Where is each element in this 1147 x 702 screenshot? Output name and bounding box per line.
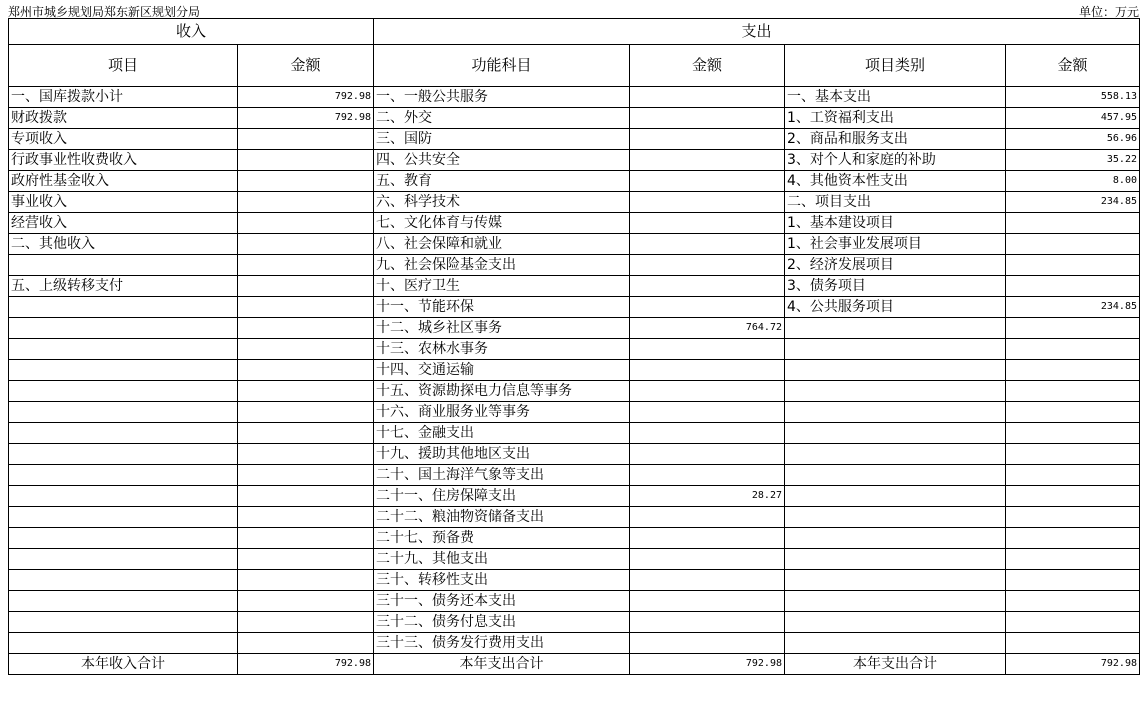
table-row	[9, 507, 1140, 528]
income-item-cell	[9, 423, 238, 444]
function-subject-cell: 二十七、预备费	[374, 528, 630, 549]
function-amount-cell	[630, 129, 785, 150]
income-item-cell	[9, 549, 238, 570]
function-amount-cell: 28.27	[630, 486, 785, 507]
category-item-cell: 3、债务项目	[785, 276, 1006, 297]
function-subject-cell: 十、医疗卫生	[374, 276, 630, 297]
table-row	[9, 570, 1140, 591]
function-subject-cell: 十六、商业服务业等事务	[374, 402, 630, 423]
function-subject-cell: 二十二、粮油物资储备支出	[374, 507, 630, 528]
function-amount-cell	[630, 276, 785, 297]
function-amount-cell	[630, 108, 785, 129]
function-subject-cell: 三十一、债务还本支出	[374, 591, 630, 612]
totals-row	[9, 654, 1140, 675]
table-row	[9, 591, 1140, 612]
income-amount-cell	[238, 318, 374, 339]
function-subject-cell: 三十、转移性支出	[374, 570, 630, 591]
category-item-cell	[785, 591, 1006, 612]
function-amount-cell	[630, 570, 785, 591]
income-item-cell	[9, 339, 238, 360]
income-item-cell: 财政拨款	[9, 108, 238, 129]
table-row	[9, 549, 1140, 570]
income-amount-cell	[238, 444, 374, 465]
category-amount-cell	[1006, 444, 1140, 465]
category-item-cell	[785, 633, 1006, 654]
table-row	[9, 612, 1140, 633]
function-amount-cell	[630, 507, 785, 528]
category-item-cell	[785, 360, 1006, 381]
function-amount-cell	[630, 192, 785, 213]
income-amount-cell	[238, 339, 374, 360]
income-amount-cell	[238, 255, 374, 276]
income-item-cell	[9, 612, 238, 633]
function-subject-cell: 六、科学技术	[374, 192, 630, 213]
income-item-cell	[9, 486, 238, 507]
budget-table	[8, 18, 1140, 675]
income-item-cell: 二、其他收入	[9, 234, 238, 255]
category-item-cell	[785, 381, 1006, 402]
col-header-category: 项目类别	[785, 45, 1006, 87]
income-item-cell	[9, 591, 238, 612]
category-amount-cell: 56.96	[1006, 129, 1140, 150]
income-item-cell	[9, 528, 238, 549]
category-item-cell: 二、项目支出	[785, 192, 1006, 213]
table-row	[9, 297, 1140, 318]
table-row	[9, 423, 1140, 444]
income-item-cell	[9, 255, 238, 276]
category-item-cell	[785, 423, 1006, 444]
category-amount-cell	[1006, 234, 1140, 255]
income-item-cell	[9, 360, 238, 381]
income-amount-cell	[238, 570, 374, 591]
income-amount-cell: 792.98	[238, 108, 374, 129]
category-amount-cell	[1006, 423, 1140, 444]
function-amount-cell	[630, 423, 785, 444]
category-item-cell: 2、商品和服务支出	[785, 129, 1006, 150]
table-row	[9, 255, 1140, 276]
category-item-cell: 一、基本支出	[785, 87, 1006, 108]
function-subject-cell: 十七、金融支出	[374, 423, 630, 444]
category-amount-cell	[1006, 549, 1140, 570]
income-item-cell: 经营收入	[9, 213, 238, 234]
category-item-cell	[785, 570, 1006, 591]
category-amount-cell	[1006, 318, 1140, 339]
category-amount-cell: 8.00	[1006, 171, 1140, 192]
function-subject-cell: 十一、节能环保	[374, 297, 630, 318]
function-subject-cell: 七、文化体育与传媒	[374, 213, 630, 234]
function-amount-cell	[630, 150, 785, 171]
category-item-cell	[785, 507, 1006, 528]
function-subject-cell: 三十三、债务发行费用支出	[374, 633, 630, 654]
category-item-cell	[785, 612, 1006, 633]
category-item-cell: 1、社会事业发展项目	[785, 234, 1006, 255]
category-amount-cell: 457.95	[1006, 108, 1140, 129]
function-amount-cell	[630, 255, 785, 276]
income-amount-cell	[238, 549, 374, 570]
category-amount-cell	[1006, 612, 1140, 633]
category-amount-cell	[1006, 255, 1140, 276]
category-item-cell	[785, 486, 1006, 507]
category-amount-cell	[1006, 213, 1140, 234]
table-row	[9, 234, 1140, 255]
function-amount-cell	[630, 87, 785, 108]
income-amount-cell	[238, 213, 374, 234]
category-amount-cell	[1006, 465, 1140, 486]
category-amount-cell	[1006, 339, 1140, 360]
table-row	[9, 318, 1140, 339]
function-amount-cell	[630, 381, 785, 402]
table-row	[9, 192, 1140, 213]
function-subject-cell: 三、国防	[374, 129, 630, 150]
income-item-cell	[9, 318, 238, 339]
function-amount-cell	[630, 633, 785, 654]
category-item-cell	[785, 444, 1006, 465]
category-amount-cell	[1006, 570, 1140, 591]
category-item-cell	[785, 549, 1006, 570]
table-row	[9, 465, 1140, 486]
function-subject-cell: 四、公共安全	[374, 150, 630, 171]
category-item-cell	[785, 318, 1006, 339]
income-amount-cell	[238, 192, 374, 213]
category-amount-cell: 234.85	[1006, 297, 1140, 318]
category-item-cell: 3、对个人和家庭的补助	[785, 150, 1006, 171]
function-amount-cell	[630, 465, 785, 486]
income-amount-cell	[238, 129, 374, 150]
unit-label: 单位：万元	[1078, 5, 1139, 19]
income-amount-cell	[238, 171, 374, 192]
category-amount-cell	[1006, 507, 1140, 528]
col-header-function: 功能科目	[374, 45, 630, 87]
function-amount-cell	[630, 171, 785, 192]
table-row	[9, 213, 1140, 234]
col-header-amount-function: 金额	[630, 45, 785, 87]
income-total-label: 本年收入合计	[9, 654, 238, 675]
category-item-cell	[785, 402, 1006, 423]
category-amount-cell	[1006, 486, 1140, 507]
income-amount-cell	[238, 276, 374, 297]
income-amount-cell	[238, 360, 374, 381]
section-header-row	[9, 19, 1140, 45]
income-amount-cell	[238, 297, 374, 318]
column-header-row	[9, 45, 1140, 87]
col-header-amount-category: 金额	[1006, 45, 1140, 87]
income-item-cell	[9, 633, 238, 654]
category-amount-cell	[1006, 633, 1140, 654]
income-item-cell	[9, 507, 238, 528]
income-amount-cell	[238, 423, 374, 444]
function-amount-cell	[630, 297, 785, 318]
category-item-cell: 4、其他资本性支出	[785, 171, 1006, 192]
income-item-cell: 五、上级转移支付	[9, 276, 238, 297]
income-amount-cell	[238, 402, 374, 423]
function-amount-cell	[630, 591, 785, 612]
function-subject-cell: 八、社会保障和就业	[374, 234, 630, 255]
table-row	[9, 150, 1140, 171]
income-item-cell	[9, 381, 238, 402]
table-row	[9, 444, 1140, 465]
function-subject-cell: 十三、农林水事务	[374, 339, 630, 360]
table-row	[9, 381, 1140, 402]
category-amount-cell	[1006, 528, 1140, 549]
category-item-cell	[785, 339, 1006, 360]
report-header	[8, 0, 1139, 18]
category-amount-cell	[1006, 402, 1140, 423]
income-amount-cell	[238, 486, 374, 507]
category-amount-cell: 234.85	[1006, 192, 1140, 213]
function-amount-cell	[630, 213, 785, 234]
income-item-cell: 行政事业性收费收入	[9, 150, 238, 171]
income-amount-cell	[238, 465, 374, 486]
function-amount-cell: 764.72	[630, 318, 785, 339]
category-item-cell: 2、经济发展项目	[785, 255, 1006, 276]
category-item-cell: 4、公共服务项目	[785, 297, 1006, 318]
function-subject-cell: 十九、援助其他地区支出	[374, 444, 630, 465]
category-amount-cell	[1006, 360, 1140, 381]
function-subject-cell: 二十一、住房保障支出	[374, 486, 630, 507]
table-row	[9, 171, 1140, 192]
function-subject-cell: 二、外交	[374, 108, 630, 129]
income-amount-cell	[238, 234, 374, 255]
table-row	[9, 87, 1140, 108]
function-amount-cell	[630, 360, 785, 381]
income-item-cell	[9, 465, 238, 486]
income-item-cell	[9, 297, 238, 318]
col-header-amount-income: 金额	[238, 45, 374, 87]
table-row	[9, 360, 1140, 381]
function-amount-cell	[630, 612, 785, 633]
income-item-cell	[9, 402, 238, 423]
col-header-item: 项目	[9, 45, 238, 87]
function-subject-cell: 五、教育	[374, 171, 630, 192]
income-section-title: 收入	[9, 19, 374, 45]
function-subject-cell: 三十二、债务付息支出	[374, 612, 630, 633]
income-amount-cell	[238, 633, 374, 654]
income-item-cell: 一、国库拨款小计	[9, 87, 238, 108]
income-item-cell: 专项收入	[9, 129, 238, 150]
organization-name: 郑州市城乡规划局郑东新区规划分局	[8, 5, 201, 19]
expense-total-value: 792.98	[630, 654, 785, 675]
table-row	[9, 129, 1140, 150]
table-row	[9, 633, 1140, 654]
function-amount-cell	[630, 402, 785, 423]
income-amount-cell: 792.98	[238, 87, 374, 108]
function-subject-cell: 二十、国土海洋气象等支出	[374, 465, 630, 486]
function-amount-cell	[630, 234, 785, 255]
category-total-value: 792.98	[1006, 654, 1140, 675]
table-row	[9, 339, 1140, 360]
category-item-cell: 1、工资福利支出	[785, 108, 1006, 129]
expense-section-title: 支出	[374, 19, 1140, 45]
category-item-cell	[785, 465, 1006, 486]
function-subject-cell: 十五、资源勘探电力信息等事务	[374, 381, 630, 402]
function-subject-cell: 九、社会保险基金支出	[374, 255, 630, 276]
income-item-cell: 事业收入	[9, 192, 238, 213]
category-amount-cell	[1006, 381, 1140, 402]
table-row	[9, 402, 1140, 423]
category-item-cell	[785, 528, 1006, 549]
table-row	[9, 486, 1140, 507]
income-amount-cell	[238, 528, 374, 549]
income-item-cell	[9, 570, 238, 591]
income-amount-cell	[238, 591, 374, 612]
function-subject-cell: 十二、城乡社区事务	[374, 318, 630, 339]
category-item-cell: 1、基本建设项目	[785, 213, 1006, 234]
function-amount-cell	[630, 549, 785, 570]
income-item-cell	[9, 444, 238, 465]
function-subject-cell: 二十九、其他支出	[374, 549, 630, 570]
income-amount-cell	[238, 507, 374, 528]
table-row	[9, 276, 1140, 297]
income-amount-cell	[238, 150, 374, 171]
function-amount-cell	[630, 528, 785, 549]
income-amount-cell	[238, 381, 374, 402]
table-row	[9, 528, 1140, 549]
function-amount-cell	[630, 339, 785, 360]
income-total-value: 792.98	[238, 654, 374, 675]
function-subject-cell: 十四、交通运输	[374, 360, 630, 381]
table-row	[9, 108, 1140, 129]
category-amount-cell: 558.13	[1006, 87, 1140, 108]
income-amount-cell	[238, 612, 374, 633]
expense-total-label: 本年支出合计	[374, 654, 630, 675]
income-item-cell: 政府性基金收入	[9, 171, 238, 192]
category-total-label: 本年支出合计	[785, 654, 1006, 675]
category-amount-cell: 35.22	[1006, 150, 1140, 171]
function-amount-cell	[630, 444, 785, 465]
function-subject-cell: 一、一般公共服务	[374, 87, 630, 108]
category-amount-cell	[1006, 276, 1140, 297]
category-amount-cell	[1006, 591, 1140, 612]
